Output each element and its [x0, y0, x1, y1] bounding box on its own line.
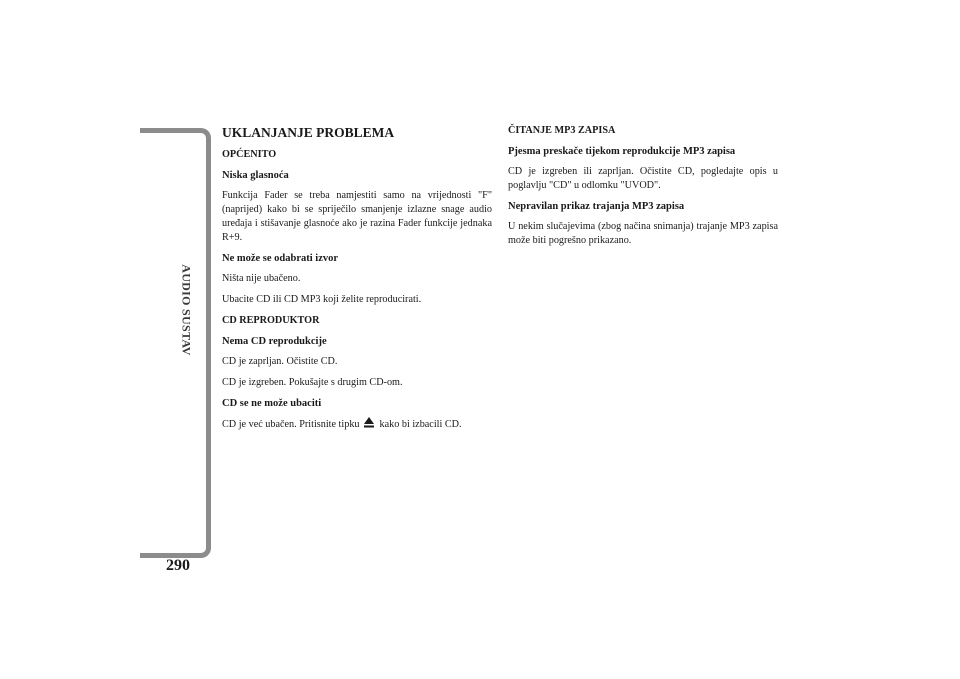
mp3-heading: ČITANJE MP3 ZAPISA [508, 125, 616, 136]
side-tab-frame [140, 128, 211, 558]
general-heading: OPĆENITO [222, 149, 277, 160]
no-playback-text-2: CD je izgreben. Pokušajte s drugim CD-om. [222, 377, 403, 388]
cd-insert-text-after: kako bi izbacili CD. [379, 419, 462, 430]
page-number: 290 [166, 557, 190, 574]
track-skip-text: CD je izgreben ili zaprljan. Očistite CD, pogledajte opis u poglavlju "CD" u odlomku "UVOD". [508, 166, 778, 191]
cd-insert-text-before: CD je već ubačen. Pritisnite tipku [222, 419, 360, 430]
section-label-text: AUDIO SUSTAV [179, 264, 194, 356]
no-playback-text-1: CD je zaprljan. Očistite CD. [222, 356, 338, 367]
duration-display-title: Nepravilan prikaz trajanja MP3 zapisa [508, 201, 685, 212]
low-volume-text: Funkcija Fader se treba namjestiti samo na vrijednosti "F" (naprijed) kako bi se spriječilo smanjenje izlazne snage audio uređaja i stišavanje glasnoće ako je razina Fader funkcije jednaka R+9. [222, 190, 492, 243]
right-column [508, 124, 778, 255]
left-column [222, 124, 492, 440]
low-volume-title: Niska glasnoća [222, 170, 289, 181]
duration-display-text: U nekim slučajevima (zbog načina snimanja) trajanje MP3 zapisa može biti pogrešno prikazano. [508, 221, 778, 246]
source-select-text-1: Ništa nije ubačeno. [222, 273, 301, 284]
track-skip-title: Pjesma preskače tijekom reprodukcije MP3 zapisa [508, 146, 736, 157]
page-title: UKLANJANJE PROBLEMA [222, 125, 395, 140]
cd-insert-title: CD se ne može ubaciti [222, 398, 322, 409]
cd-player-heading: CD REPRODUKTOR [222, 315, 320, 326]
source-select-title: Ne može se odabrati izvor [222, 253, 339, 264]
cd-insert-text [222, 417, 492, 433]
eject-icon [364, 417, 374, 433]
no-playback-title: Nema CD reprodukcije [222, 336, 327, 347]
source-select-text-2: Ubacite CD ili CD MP3 koji želite reproducirati. [222, 294, 422, 305]
